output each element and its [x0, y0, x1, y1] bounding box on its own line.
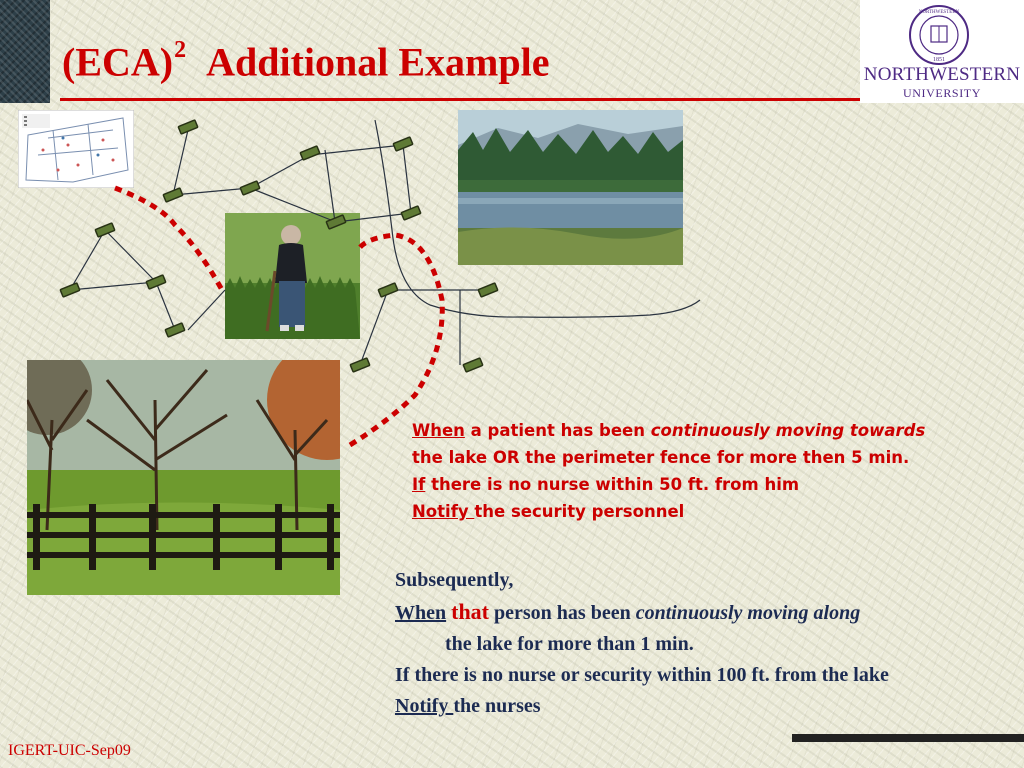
sensor-node-icon — [393, 137, 413, 151]
svg-text:1851: 1851 — [933, 57, 945, 63]
logo-wordmark: NORTHWESTERN — [863, 64, 1021, 85]
sensor-node-icon — [60, 283, 80, 297]
sensor-node-icon — [350, 358, 370, 372]
footer-label: IGERT-UIC-Sep09 — [8, 742, 131, 759]
followup-line-when: When that person has been continuously moving along — [395, 599, 861, 624]
sensor-node-icon — [326, 215, 346, 229]
event-rule-text — [412, 417, 925, 525]
rule-line-target: the lake OR the perimeter fence for more then 5 min. — [412, 448, 910, 467]
sensor-node-icon — [463, 358, 483, 372]
sensor-node-icon — [165, 323, 185, 337]
sensor-node-icon — [95, 223, 115, 237]
sensor-node-icon — [378, 283, 398, 297]
sensor-node-icon — [146, 275, 166, 289]
sensor-node-icon — [178, 120, 198, 134]
title-superscript: 2 — [174, 37, 187, 63]
footer-bar — [792, 734, 1024, 742]
rule-line-when: When a patient has been continuously moving towards — [412, 421, 926, 440]
sensor-node-icon — [240, 181, 260, 195]
sensor-node-icon — [478, 283, 498, 297]
perimeter-fence-line — [115, 188, 442, 445]
sensor-node-icon — [401, 206, 421, 220]
rule-line-notify: Notify the security personnel — [412, 502, 685, 521]
sensor-node-icon — [300, 146, 320, 160]
followup-rule-text — [395, 565, 889, 722]
sensor-node-icons — [60, 120, 498, 372]
sensor-links — [70, 120, 700, 365]
svg-text:NORTHWESTERN: NORTHWESTERN — [918, 10, 960, 15]
followup-line-duration: the lake for more than 1 min. — [445, 633, 694, 655]
followup-line-notify: Notify the nurses — [395, 695, 541, 717]
sensor-node-icon — [163, 188, 183, 202]
slide-title: (ECA)$^2$ Additional Example — [62, 37, 550, 85]
followup-line-if: If there is no nurse or security within 100 ft. from the lake — [395, 664, 889, 686]
logo-subtitle: UNIVERSITY — [903, 86, 981, 100]
followup-intro: Subsequently, — [395, 569, 514, 591]
rule-line-if: If there is no nurse within 50 ft. from him — [412, 475, 800, 494]
